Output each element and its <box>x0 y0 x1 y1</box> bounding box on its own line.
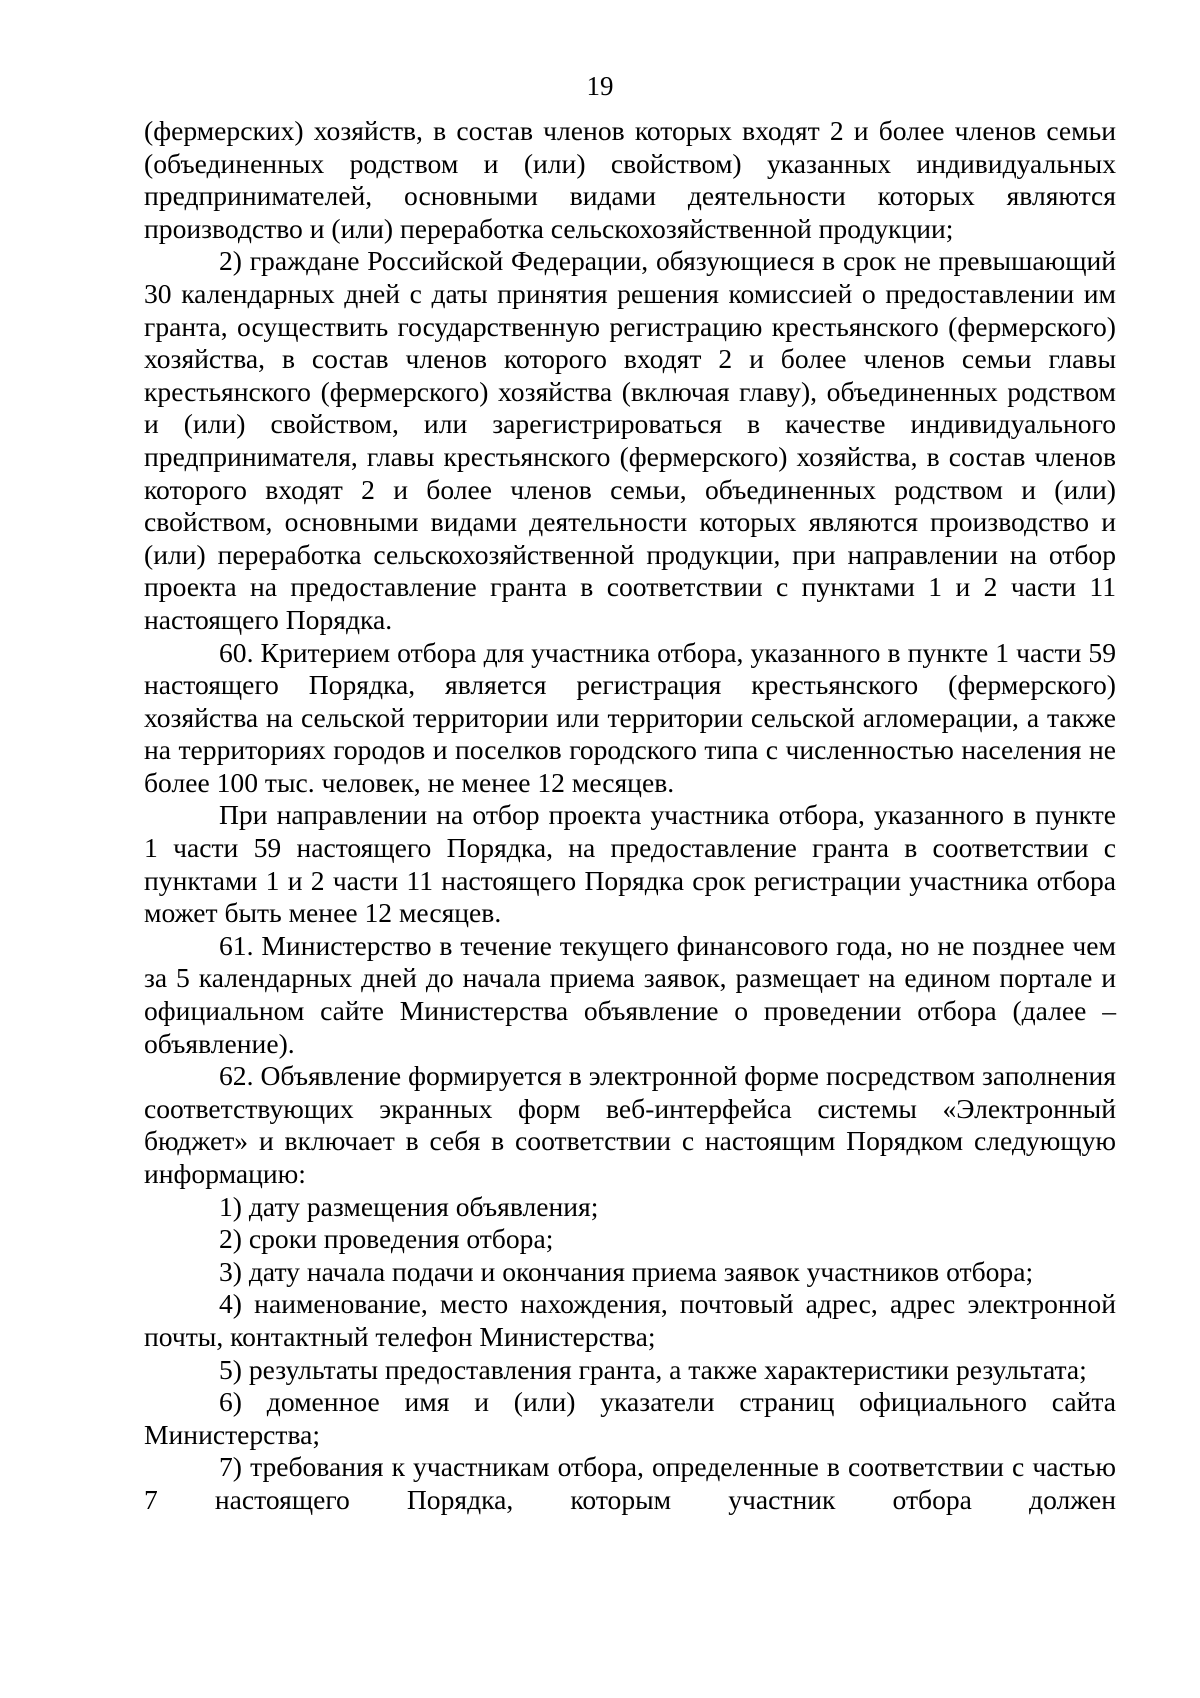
paragraph: 2) граждане Российской Федерации, обязующиеся в срок не превышающий 30 календарных дней с даты принятия решения комиссией о предоставлении им гранта, осуществить государственную регистрацию крестьянского (фермерского) хозяйства, в состав членов которого входят 2 и более членов семьи главы крестьянского (фермерского) хозяйства (включая главу), объединенных родством и (или) свойством, или зарегистрироваться в качестве индивидуального предпринимателя, главы крестьянского (фермерского) хозяйства, в состав членов которого входят 2 и более членов семьи, объединенных родством и (или) свойством, основными видами деятельности которых являются производство и (или) переработка сельскохозяйственной продукции, при направлении на отбор проекта на предоставление гранта в соответствии с пунктами 1 и 2 части 11 настоящего Порядка. <box>144 245 1116 635</box>
paragraph: 2) сроки проведения отбора; <box>219 1223 554 1255</box>
paragraph: 6) доменное имя и (или) указатели страниц официального сайта Министерства; <box>144 1386 1116 1450</box>
page-number: 19 <box>586 71 614 101</box>
paragraph: 61. Министерство в течение текущего финансового года, но не позднее чем за 5 календарных дней до начала приема заявок, размещает на едином портале и официальном сайте Министерства объявление о проведении отбора (далее – объявление). <box>144 929 1116 1059</box>
paragraph: 5) результаты предоставления гранта, а также характеристики результата; <box>219 1353 1087 1385</box>
paragraph: (фермерских) хозяйств, в состав членов которых входят 2 и более членов семьи (объединенных родством и (или) свойством) указанных индивидуальных предпринимателей, основными видами деятельности которых являются производство и (или) переработка сельскохозяйственной продукции; <box>144 115 1116 244</box>
paragraph: 7) требования к участникам отбора, определенные в соответствии с частью 7 настоящего Порядка, которым участник отбора должен <box>144 1451 1116 1515</box>
document-body <box>144 115 1116 1517</box>
paragraph: 3) дату начала подачи и окончания приема заявок участников отбора; <box>219 1255 1034 1287</box>
paragraph: При направлении на отбор проекта участника отбора, указанного в пункте 1 части 59 настоящего Порядка, на предоставление гранта в соответствии с пунктами 1 и 2 части 11 настоящего Порядка срок регистрации участника отбора может быть менее 12 месяцев. <box>144 799 1116 929</box>
paragraph: 60. Критерием отбора для участника отбора, указанного в пункте 1 части 59 настоящего Порядка, является регистрация крестьянского (фермерского) хозяйства на сельской территории или территории сельской агломерации, а также на территориях городов и поселков городского типа с численностью населения не более 100 тыс. человек, не менее 12 месяцев. <box>144 636 1116 798</box>
paragraph: 1) дату размещения объявления; <box>219 1190 599 1222</box>
paragraph: 4) наименование, место нахождения, почтовый адрес, адрес электронной почты, контактный телефон Министерства; <box>144 1288 1116 1352</box>
paragraph: 62. Объявление формируется в электронной форме посредством заполнения соответствующих экранных форм веб-интерфейса системы «Электронный бюджет» и включает в себя в соответствии с настоящим Порядком следующую информацию: <box>144 1060 1116 1189</box>
